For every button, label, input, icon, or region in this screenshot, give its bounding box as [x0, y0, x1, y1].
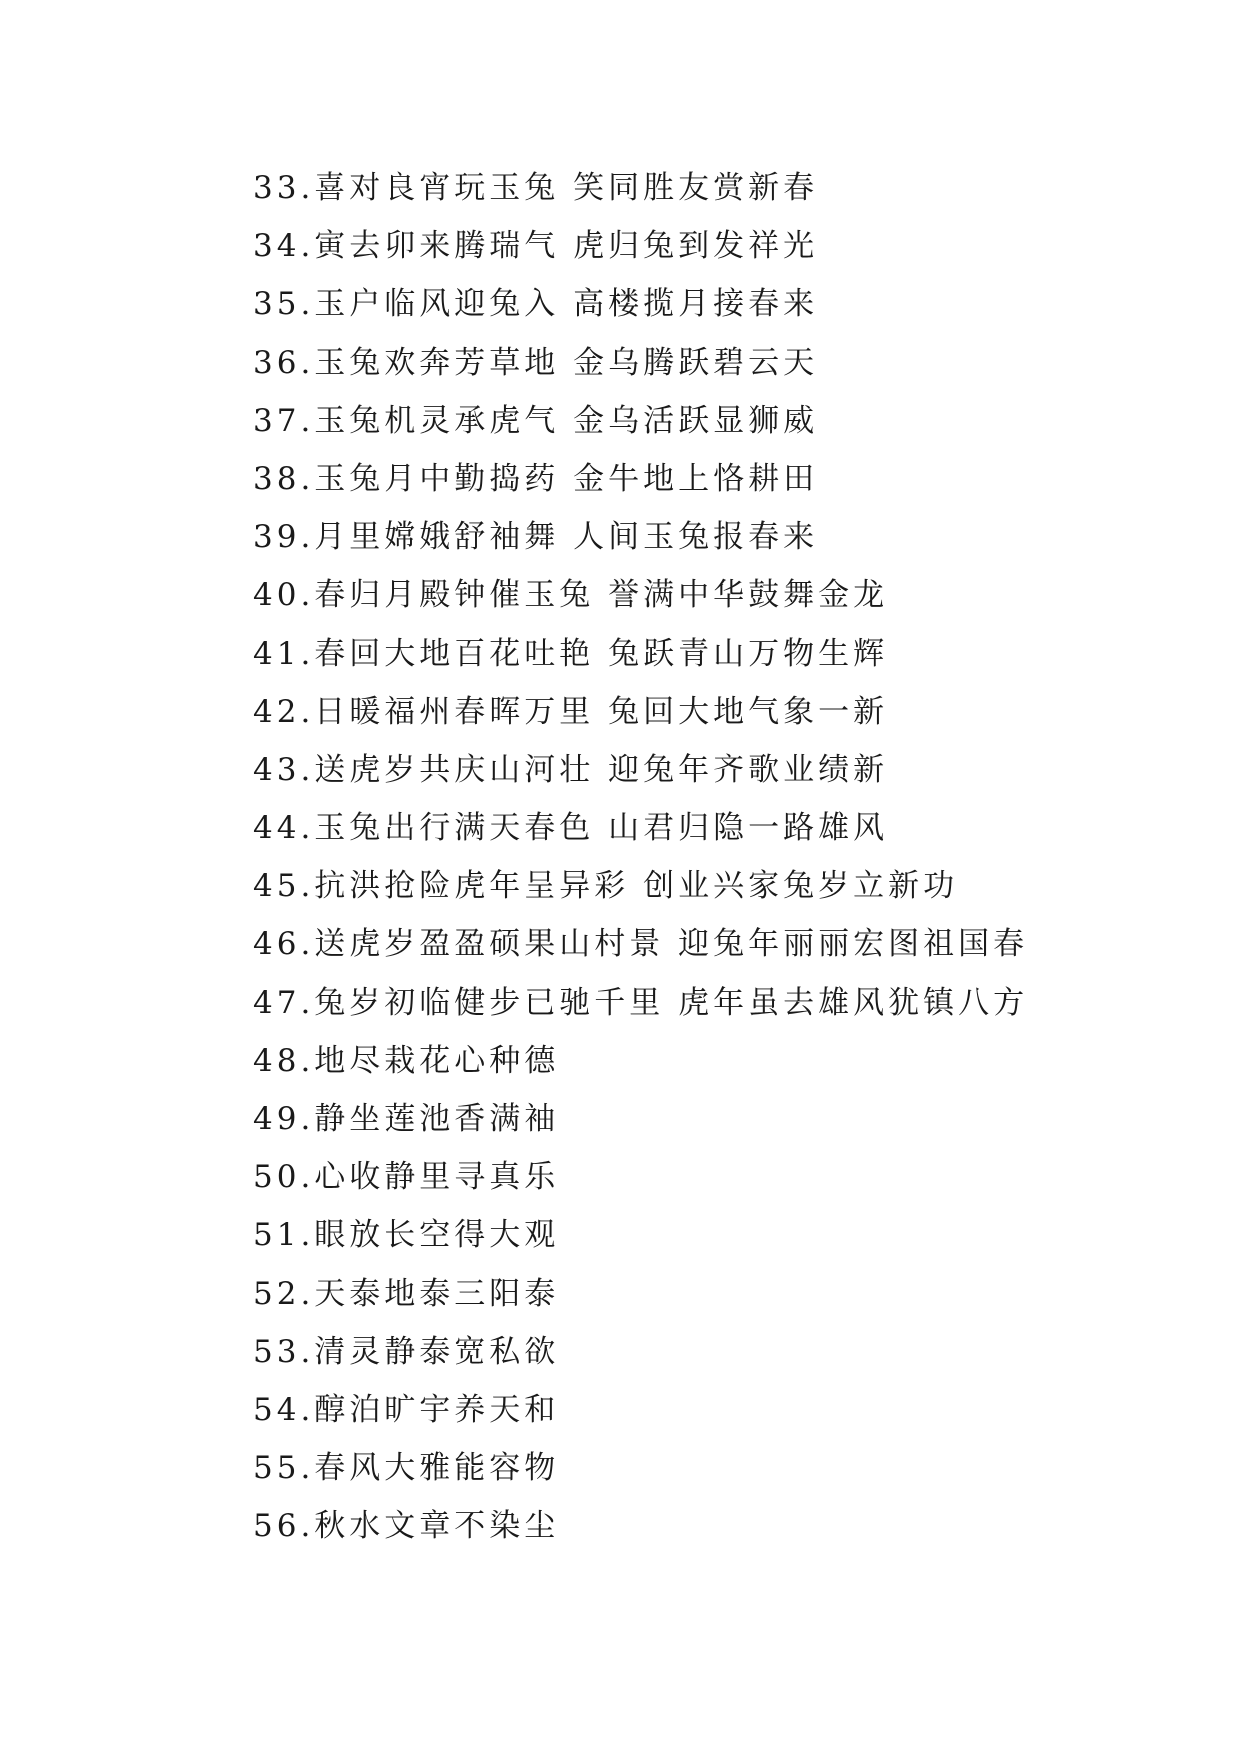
list-item — [253, 1032, 1028, 1090]
list-item — [253, 566, 1028, 624]
list-item — [253, 1265, 1028, 1323]
couplet-text: 50.心收静里寻真乐 — [253, 1159, 560, 1196]
couplet-text: 47.兔岁初临健步已驰千里 虎年虽去雄风犹镇八方 — [253, 984, 1029, 1021]
list-item — [253, 508, 1028, 566]
list-item — [253, 1090, 1028, 1148]
couplet-text: 38.玉兔月中勤捣药 金牛地上恪耕田 — [253, 460, 819, 497]
couplet-text: 54.醇泊旷宇养天和 — [253, 1391, 560, 1428]
list-item — [253, 799, 1028, 857]
couplet-list — [253, 159, 1028, 1556]
couplet-text: 44.玉兔出行满天春色 山君归隐一路雄风 — [253, 810, 889, 847]
list-item — [253, 1148, 1028, 1206]
couplet-text: 35.玉户临风迎兔入 高楼揽月接春来 — [253, 286, 819, 323]
list-item — [253, 1323, 1028, 1381]
list-item — [253, 1439, 1028, 1497]
list-item — [253, 683, 1028, 741]
list-item — [253, 625, 1028, 683]
list-item — [253, 857, 1028, 915]
list-item — [253, 392, 1028, 450]
couplet-text: 45.抗洪抢险虎年呈异彩 创业兴家兔岁立新功 — [253, 868, 959, 905]
couplet-text: 51.眼放长空得大观 — [253, 1217, 560, 1254]
couplet-text: 42.日暖福州春晖万里 兔回大地气象一新 — [253, 693, 889, 730]
couplet-text: 53.清灵静泰宽私欲 — [253, 1333, 560, 1370]
couplet-text: 55.春风大雅能容物 — [253, 1450, 560, 1487]
couplet-text: 48.地尽栽花心种德 — [253, 1042, 560, 1079]
couplet-text: 43.送虎岁共庆山河壮 迎兔年齐歌业绩新 — [253, 751, 889, 788]
list-item — [253, 275, 1028, 333]
couplet-text: 40.春归月殿钟催玉兔 誉满中华鼓舞金龙 — [253, 577, 889, 614]
list-item — [253, 159, 1028, 217]
couplet-text: 52.天泰地泰三阳泰 — [253, 1275, 560, 1312]
list-item — [253, 915, 1028, 973]
list-item — [253, 974, 1028, 1032]
list-item — [253, 450, 1028, 508]
couplet-text: 56.秋水文章不染尘 — [253, 1508, 560, 1545]
couplet-text: 39.月里嫦娥舒袖舞 人间玉兔报春来 — [253, 519, 819, 556]
couplet-text: 33.喜对良宵玩玉兔 笑同胜友赏新春 — [253, 170, 819, 206]
couplet-text: 37.玉兔机灵承虎气 金乌活跃显狮威 — [253, 402, 819, 439]
couplet-text: 49.静坐莲池香满袖 — [253, 1101, 560, 1137]
list-item — [253, 741, 1028, 799]
couplet-text: 46.送虎岁盈盈硕果山村景 迎兔年丽丽宏图祖国春 — [253, 926, 1029, 963]
list-item — [253, 1206, 1028, 1264]
list-item — [253, 217, 1028, 275]
couplet-text: 41.春回大地百花吐艳 兔跃青山万物生辉 — [253, 635, 889, 672]
couplet-text: 34.寅去卯来腾瑞气 虎归兔到发祥光 — [253, 228, 819, 265]
list-item — [253, 334, 1028, 392]
list-item — [253, 1497, 1028, 1555]
couplet-text: 36.玉兔欢奔芳草地 金乌腾跃碧云天 — [253, 344, 819, 381]
list-item — [253, 1381, 1028, 1439]
